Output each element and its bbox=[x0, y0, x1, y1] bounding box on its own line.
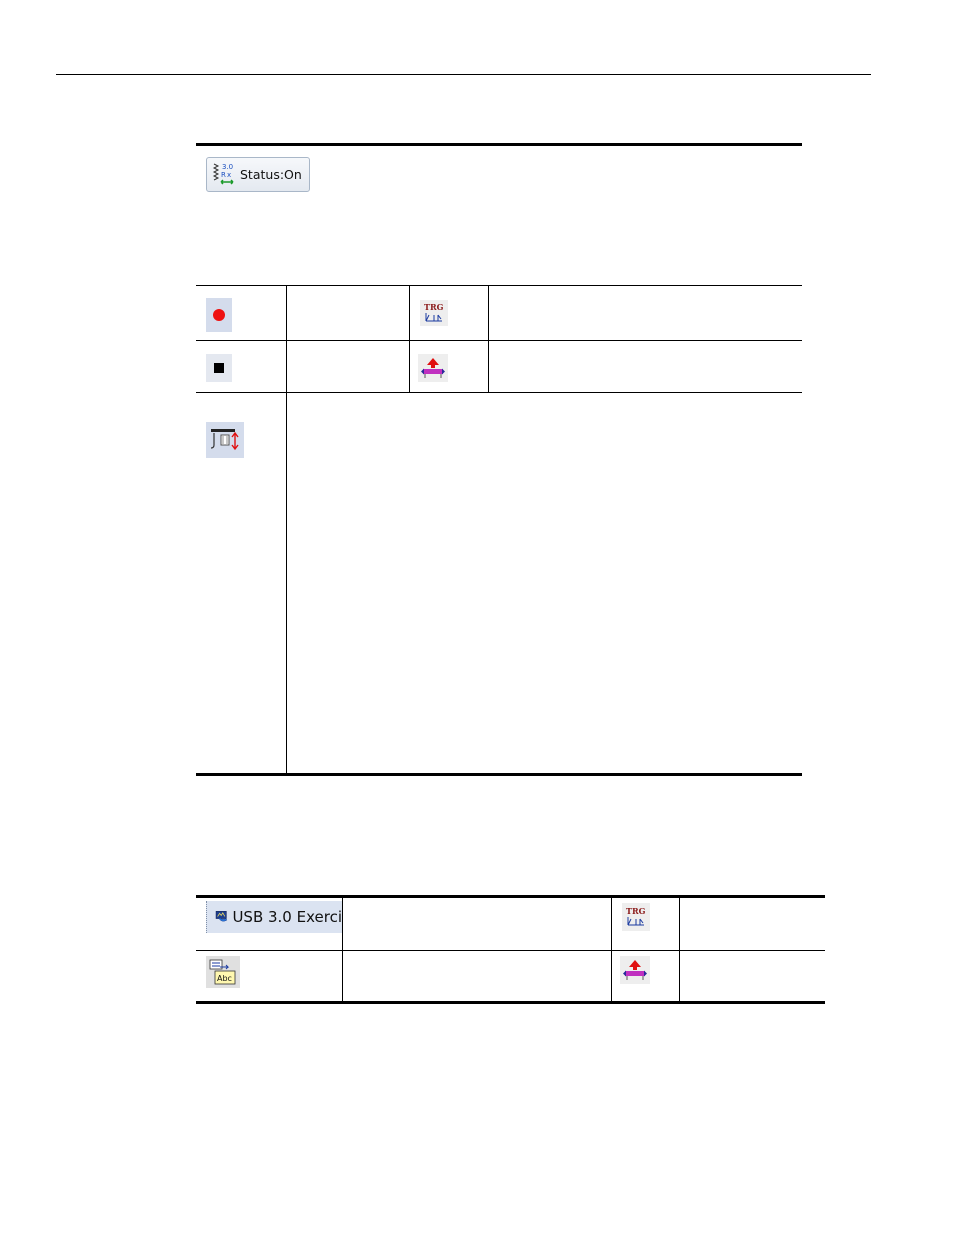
table-top-rule bbox=[196, 895, 825, 898]
usb3-rx-status-icon bbox=[210, 160, 240, 190]
buffer-settings-button[interactable] bbox=[206, 422, 244, 458]
page-header-rule bbox=[56, 74, 871, 75]
buffer-settings-icon bbox=[208, 424, 242, 456]
table-top-rule bbox=[196, 143, 802, 146]
text-editor-button[interactable] bbox=[206, 956, 240, 988]
upload-bus-button[interactable] bbox=[418, 354, 448, 382]
text-editor-icon bbox=[207, 957, 239, 987]
table-column-divider bbox=[488, 285, 489, 392]
svg-text:R: R bbox=[221, 170, 226, 179]
table-bottom-rule bbox=[196, 1001, 825, 1004]
status-label: Status:On bbox=[240, 167, 302, 182]
svg-text:TRG: TRG bbox=[626, 906, 646, 916]
table-row-divider bbox=[196, 950, 825, 951]
stop-icon bbox=[214, 363, 224, 373]
trigger-icon bbox=[421, 301, 447, 325]
exerciser-tab[interactable] bbox=[206, 901, 342, 933]
svg-text:3.0: 3.0 bbox=[222, 162, 234, 171]
status-button[interactable] bbox=[206, 157, 310, 192]
table-column-divider bbox=[409, 285, 410, 392]
upload-bus-icon bbox=[621, 957, 649, 983]
record-button[interactable] bbox=[206, 298, 232, 332]
record-icon bbox=[212, 308, 226, 322]
svg-text:Abc: Abc bbox=[217, 974, 232, 983]
exerciser-tab-label: USB 3.0 Exerci bbox=[232, 908, 342, 926]
svg-text:TRG: TRG bbox=[424, 302, 444, 312]
trigger-button[interactable] bbox=[420, 300, 448, 326]
trigger-icon bbox=[623, 905, 649, 929]
trigger-button[interactable] bbox=[622, 903, 650, 931]
table-column-divider bbox=[286, 285, 287, 774]
upload-bus-button[interactable] bbox=[620, 956, 650, 984]
stop-button[interactable] bbox=[206, 354, 232, 382]
svg-text:x: x bbox=[227, 170, 232, 179]
exerciser-icon bbox=[215, 904, 228, 930]
table-bottom-rule bbox=[196, 773, 802, 776]
upload-bus-icon bbox=[419, 355, 447, 381]
